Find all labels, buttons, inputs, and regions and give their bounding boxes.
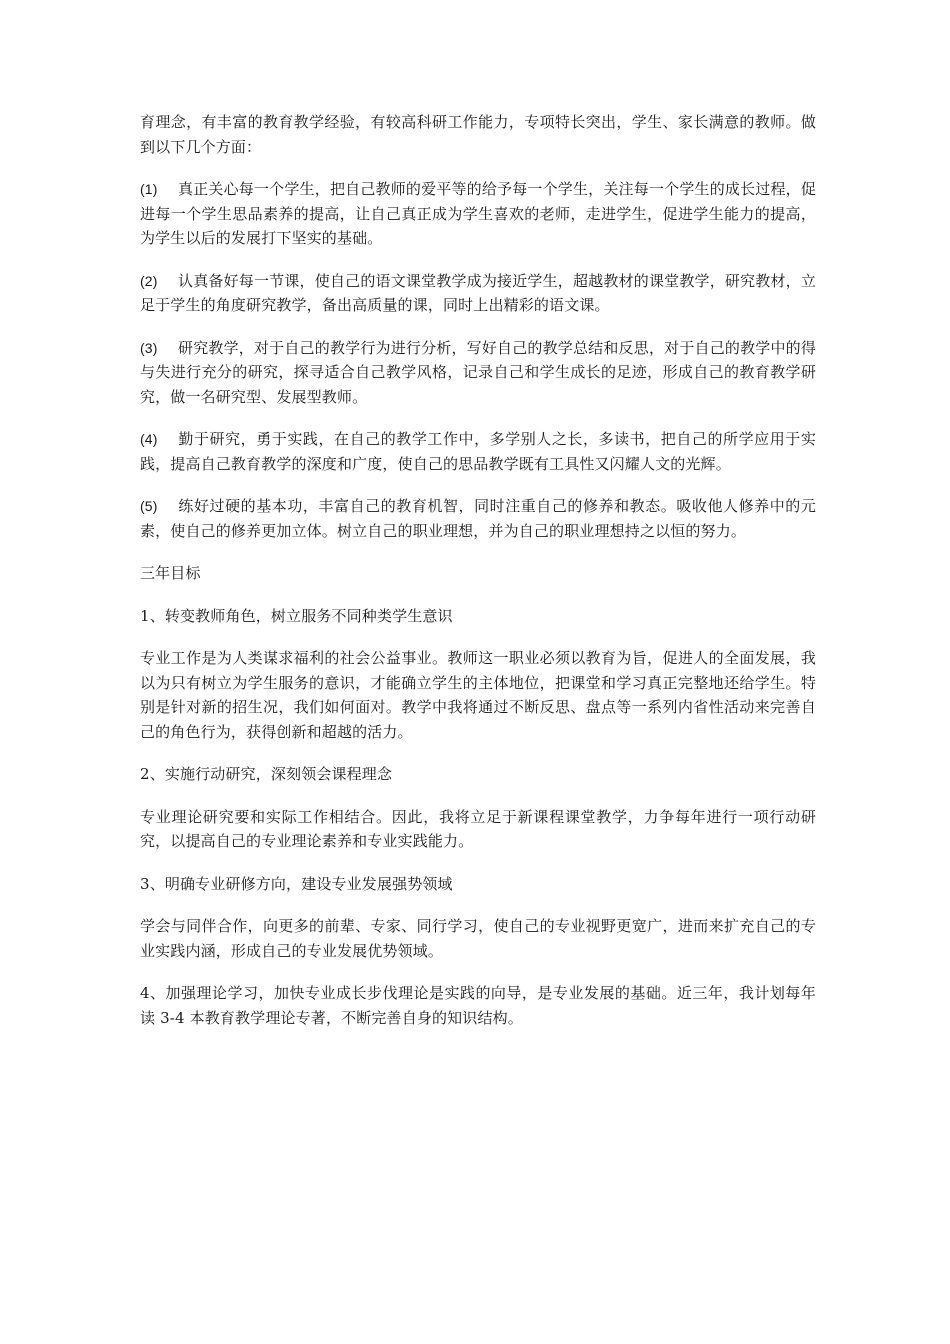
goal-title: 3、明确专业研修方向，建设专业发展强势领域 <box>140 874 453 893</box>
list-item <box>140 494 816 543</box>
goal-title: 2、实施行动研究，深刻领会课程理念 <box>140 765 393 783</box>
item-text: 练好过硬的基本功，丰富自己的教育机智，同时注重自己的修养和教态。吸收他人修养中的元素，使自己的修养更加立体。树立自己的职业理想，并为自己的职业理想持之以恒的努力。 <box>140 497 816 540</box>
item-text: 研究教学，对于自己的教学行为进行分析，写好自己的教学总结和反思，对于自己的教学中的得与失进行充分的研究，探寻适合自己教学风格，记录自己和学生成长的足迹，形成自己的教育教学研究，做一名研究型、发展型教师。 <box>140 338 816 406</box>
goal-title: 1、转变教师角色，树立服务不同种类学生意识 <box>140 606 453 625</box>
list-item <box>140 336 816 410</box>
document-page <box>140 110 816 1048</box>
intro-paragraph: 育理念，有丰富的教育教学经验，有较高科研工作能力，专项特长突出，学生、家长满意的教师。做到以下几个方面： <box>140 113 816 156</box>
item-text: 认真备好每一节课，使自己的语文课堂教学成为接近学生，超越教材的课堂教学，研究教材，立足于学生的角度研究教学，备出高质量的课，同时上出精彩的语文课。 <box>140 271 816 314</box>
item-text: 真正关心每一个学生，把自己教师的爱平等的给予每一个学生，关注每一个学生的成长过程，促进每一个学生思品素养的提高，让自己真正成为学生喜欢的老师，走进学生，促进学生能力的提高，为学生以后的发展打下坚实的基础。 <box>140 180 816 247</box>
item-number: (4) <box>140 431 158 447</box>
item-number: (5) <box>140 498 158 514</box>
item-number: (2) <box>140 272 158 289</box>
goal-body: 专业工作是为人类谋求福利的社会公益事业。教师这一职业必须以教育为旨，促进人的全面发展，我以为只有树立为学生服务的意识，才能确立学生的主体地位，把课堂和学习真正完整地还给学生。特别是针对新的招生况，我们如何面对。教学中我将通过不断反思、盘点等一系列内省性活动来完善自己的角色行为，获得创新和超越的活力。 <box>140 649 816 741</box>
item-number: (1) <box>140 181 158 197</box>
item-number: (3) <box>140 339 158 356</box>
goal-title: 4、加强理论学习，加快专业成长步伐理论是实践的向导，是专业发展的基础。近三年，我计划每年读 3-4 本教育教学理论专著，不断完善自身的知识结构。 <box>140 984 816 1027</box>
goal-body: 专业理论研究要和实际工作相结合。因此，我将立足于新课程课堂教学，力争每年进行一项行动研究，以提高自己的专业理论素养和专业实践能力。 <box>140 807 816 850</box>
item-text: 勤于研究，勇于实践，在自己的教学工作中，多学别人之长，多读书，把自己的所学应用于实践，提高自己教育教学的深度和广度，使自己的思品教学既有工具性又闪耀人文的光辉。 <box>140 430 816 473</box>
list-item <box>140 269 816 318</box>
list-item <box>140 427 816 476</box>
section-title: 三年目标 <box>140 564 201 582</box>
list-item <box>140 177 816 251</box>
goal-body: 学会与同伴合作，向更多的前辈、专家、同行学习，使自己的专业视野更宽广，进而来扩充自己的专业实践内涵，形成自己的专业发展优势领域。 <box>140 917 816 960</box>
